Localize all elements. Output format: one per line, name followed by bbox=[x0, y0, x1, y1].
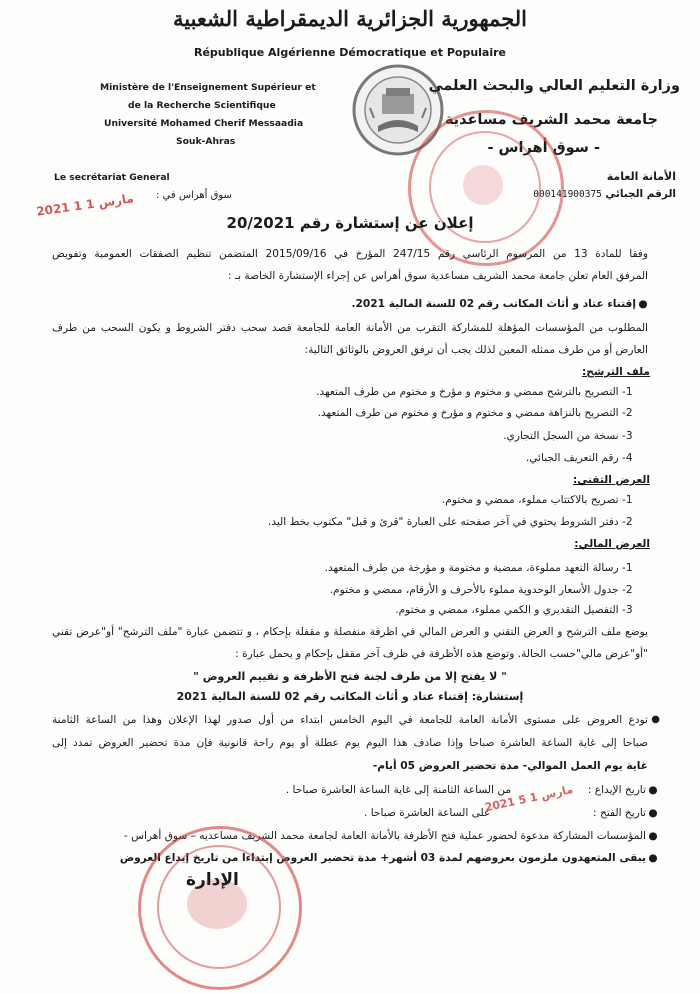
candidature-heading: ملف الترشح: bbox=[581, 366, 650, 378]
financial-item bbox=[395, 604, 640, 616]
item-text: التفصيل التقديري و الكمي مملوء، ممضي و مختوم. bbox=[395, 604, 619, 616]
candidature-item bbox=[503, 430, 640, 442]
university-fr: Université Mohamed Cherif Messaadia bbox=[104, 118, 304, 129]
item-number: -2 bbox=[622, 516, 633, 528]
item-number: -2 bbox=[622, 584, 633, 596]
required-line-2: العارض أو من طرف ممثله المعين لذلك يجب أن ترفق العروض بالوثائق التالية: bbox=[304, 344, 648, 356]
city-fr: Souk-Ahras bbox=[176, 136, 236, 147]
republic-fr: République Algérienne Démocratique et Populaire bbox=[194, 46, 506, 59]
envelopes-line-2: "أو"عرض مالي"حسب الحالة. وتوضع هذه الأظرفة في ظرف آخر مقفل بإحكام و يحمل عبارة : bbox=[235, 648, 648, 660]
signature-label: الإدارة bbox=[186, 870, 239, 890]
item-number: -1 bbox=[622, 386, 633, 398]
candidature-item bbox=[526, 452, 640, 464]
item-text: رقم التعريف الجبائي. bbox=[525, 452, 619, 464]
notice-quote: " لا يفتح إلا من طرف لجنة فتح الأظرفة و تقييم العروض " bbox=[193, 670, 507, 683]
opening-date-value: على الساعة العاشرة صباحا . bbox=[363, 807, 491, 819]
announcement-title: إعلان عن إستشارة رقم 20/2021 bbox=[226, 214, 474, 232]
validity-text: يبقى المتعهدون ملزمون بعروضهم لمدة 03 أشهر+ مدة تحضير العروض إبتداءا من تاريخ إيداع العروض bbox=[119, 852, 646, 864]
item-number: -4 bbox=[622, 452, 633, 464]
financial-item bbox=[330, 584, 640, 596]
date-stamp-top: 2021 مارس 1 1 bbox=[35, 191, 135, 219]
university-ar: جامعة محمد الشريف مساعدية bbox=[444, 112, 658, 128]
financial-item bbox=[325, 562, 640, 574]
financial-heading: العرض المالي: bbox=[574, 538, 650, 550]
item-number: -1 bbox=[622, 494, 633, 506]
deposit-date-label: تاريخ الإيداع : bbox=[587, 784, 646, 796]
secretariat-fr: Le secrétariat General bbox=[54, 172, 170, 183]
item-number: -2 bbox=[622, 407, 633, 419]
technical-heading: العرض التقني: bbox=[573, 474, 650, 486]
item-text: نسخة من السجل التجاري. bbox=[503, 430, 619, 442]
deposit-line-3: غاية يوم العمل الموالي- مدة تحضير العروض 05 أيام- bbox=[372, 760, 648, 772]
deposit-bullet: ● bbox=[651, 714, 660, 725]
item-text: تصريح بالاكتتاب مملوء، ممضي و مختوم. bbox=[441, 494, 619, 506]
item-text: التصريح بالنزاهة ممضي و مختوم و مؤرخ و مختوم من طرف المتعهد. bbox=[317, 407, 619, 419]
candidature-item bbox=[318, 407, 640, 419]
deposit-date-row: ●تاريخ الإيداع : من الساعة الثامنة إلى غاية الساعة العاشرة صباحا . bbox=[285, 784, 658, 796]
ministry-ar: وزارة التعليم العالي والبحث العلمي bbox=[428, 78, 680, 94]
item-number: -3 bbox=[622, 604, 633, 616]
notice-subject: إستشارة: إقتناء عتاد و أثاث المكاتب رقم 02 للسنة المالية 2021 bbox=[176, 690, 524, 703]
technical-item bbox=[442, 494, 640, 506]
ministry-fr-line2: de la Recherche Scientifique bbox=[128, 100, 276, 111]
technical-item bbox=[268, 516, 640, 528]
lot-item-text: إقتناء عتاد و أثاث المكاتب رقم 02 للسنة المالية 2021. bbox=[351, 298, 636, 310]
item-text: رسالة التعهد مملوءة، ممضية و مختومة و مؤرخة من طرف المتعهد. bbox=[324, 562, 619, 574]
invitation-row: ●المؤسسات المشاركة مدعوة لحضور عملية فتح الأظرفة بالأمانة العامة لجامعة محمد الشريف مساعديه – سوق أهراس - bbox=[123, 830, 658, 842]
invitation-text: المؤسسات المشاركة مدعوة لحضور عملية فتح الأظرفة بالأمانة العامة لجامعة محمد الشريف مساعديه – سوق أهراس - bbox=[123, 830, 646, 842]
intro-line-1: وفقا للمادة 13 من المرسوم الرئاسي رقم 247/15 المؤرخ في 2015/09/16 المتضمن تنظيم الصفقات العمومية وتفويض bbox=[52, 248, 648, 260]
official-stamp-top bbox=[408, 110, 564, 266]
deposit-date-value: من الساعة الثامنة إلى غاية الساعة العاشرة صباحا . bbox=[285, 784, 512, 796]
required-line-1: المطلوب من المؤسسات المؤهلة للمشاركة التقرب من الأمانة العامة للجامعة قصد سحب دفتر الشروط و يكون السحب من طرف bbox=[52, 322, 648, 334]
item-text: جدول الأسعار الوحدوية مملوء بالأحرف و الأرقام، ممضي و مختوم. bbox=[329, 584, 619, 596]
tax-number-label: الرقم الجبائي bbox=[605, 188, 676, 200]
validity-row: ●يبقى المتعهدون ملزمون بعروضهم لمدة 03 أشهر+ مدة تحضير العروض إبتداءا من تاريخ إيداع العروض bbox=[119, 852, 658, 864]
deposit-line-2: صباحا إلى غاية الساعة العاشرة صباحا وإذا صادف هذا اليوم يوم عطلة أو يوم راحة قانونية فإن مدة تحضير العروض تمدد إلى bbox=[52, 737, 648, 749]
republic-ar: الجمهورية الجزائرية الديمقراطية الشعبية bbox=[172, 6, 527, 31]
candidature-item bbox=[316, 386, 640, 398]
item-text: دفتر الشروط يحتوي في آخر صفحته على العبارة "قرئ و قبل" مكتوب بخط اليد. bbox=[267, 516, 619, 528]
item-text: التصريح بالترشح ممضي و مختوم و مؤرخ و مختوم من طرف المتعهد. bbox=[316, 386, 619, 398]
official-stamp-bottom bbox=[138, 826, 302, 990]
date-stamp-mid: 2021 مارس 1 5 bbox=[483, 782, 575, 815]
ministry-fr-line1: Ministère de l'Enseignement Supérieur et bbox=[100, 82, 316, 93]
city-ar: - سوق أهراس - bbox=[487, 140, 600, 156]
tax-number-value: 000141900375 bbox=[533, 189, 602, 200]
lot-item: ●إقتناء عتاد و أثاث المكاتب رقم 02 للسنة المالية 2021. bbox=[351, 298, 648, 310]
envelopes-line-1: يوضع ملف الترشح و العرض التقني و العرض المالي في اظرفة منفصلة و مقفلة بإحكام ، و تتضمن عبارة "ملف الترشح" أو"عرض تقني bbox=[52, 626, 648, 638]
item-number: -1 bbox=[622, 562, 633, 574]
deposit-line-1 bbox=[52, 714, 648, 726]
deposit-line-1-text: تودع العروض على مستوى الأمانة العامة للجامعة في اليوم الخامس ابتداء من أول صدور لهذا الإعلان وهذا من الساعة الثامنة bbox=[52, 714, 648, 726]
place-date: سوق أهراس في : bbox=[156, 190, 232, 201]
opening-date-row: ●تاريخ الفتح : على الساعة العاشرة صباحا . bbox=[363, 807, 658, 819]
opening-date-label: تاريخ الفتح : bbox=[593, 807, 646, 819]
intro-line-2: المرفق العام تعلن جامعة محمد الشريف مساعدية سوق أهراس عن إجراء الإستشارة الخاصة بـ : bbox=[228, 270, 648, 282]
item-number: -3 bbox=[622, 430, 633, 442]
secretariat-ar: الأمانة العامة bbox=[606, 170, 676, 183]
